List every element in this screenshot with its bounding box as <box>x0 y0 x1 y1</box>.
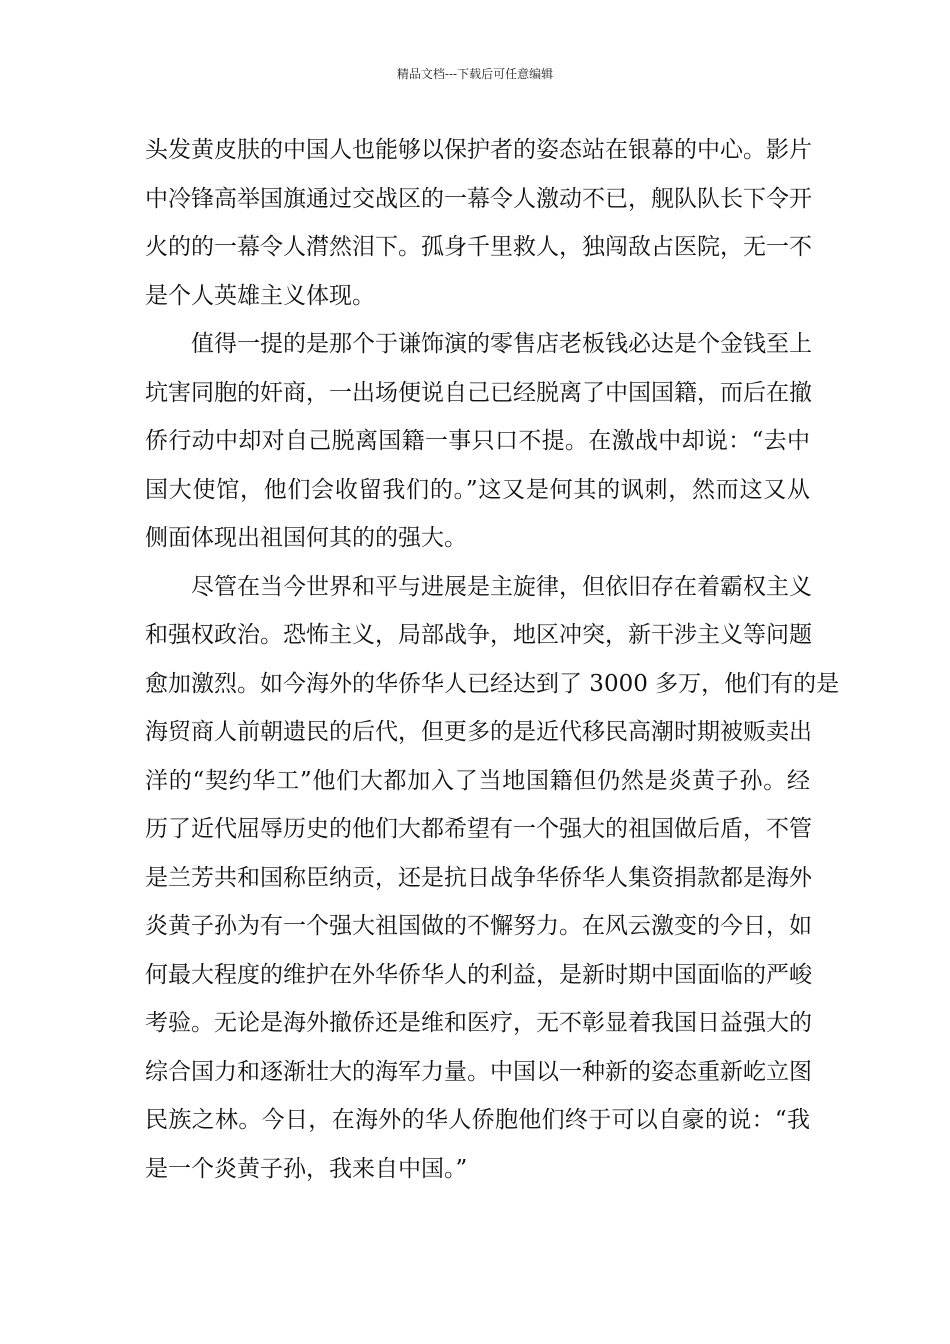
paragraph-line: 中冷锋高举国旗通过交战区的一幕令人激动不已，舰队队长下令开 <box>145 185 812 212</box>
paragraph-line: 炎黄子孙为有一个强大祖国做的不懈努力。在风云激变的今日，如 <box>145 913 812 939</box>
paragraph-line: 侨行动中却对自己脱离国籍一事只口不提。在激战中却说：“去中 <box>145 428 810 454</box>
paragraph-line: 火的的一幕令人潸然泪下。孤身千里救人，独闯敌占医院，无一不 <box>145 234 812 260</box>
document-body <box>145 126 840 1193</box>
paragraph-line: 头发黄皮肤的中国人也能够以保护者的姿态站在银幕的中心。影片 <box>145 137 812 163</box>
paragraph-2 <box>145 320 810 563</box>
paragraph-line: 民族之林。今日，在海外的华人侨胞他们终于可以自豪的说：“我 <box>145 1107 810 1133</box>
page-header: 精品文档---下载后可任意编辑 <box>396 67 554 81</box>
paragraph-3 <box>145 563 840 1194</box>
paragraph-1 <box>145 126 810 320</box>
paragraph-line: 洋的“契约华工”他们大都加入了当地国籍但仍然是炎黄子孙。经 <box>145 767 810 794</box>
paragraph-line: 尽管在当今世界和平与进展是主旋律，但依旧存在着霸权主义 <box>191 573 812 600</box>
paragraph-line: 综合国力和逐渐壮大的海军力量。中国以一种新的姿态重新屹立图 <box>145 1058 812 1085</box>
paragraph-line: 国大使馆，他们会收留我们的。”这又是何其的讽刺，然而这又从 <box>145 476 810 503</box>
paragraph-line: 坑害同胞的奸商，一出场便说自己已经脱离了中国国籍，而后在撤 <box>145 379 812 406</box>
paragraph-line: 愈加激烈。如今海外的华侨华人已经达到了 3000 多万，他们有的是 <box>145 670 840 697</box>
paragraph-line: 海贸商人前朝遗民的后代，但更多的是近代移民高潮时期被贩卖出 <box>145 719 812 745</box>
paragraph-line: 何最大程度的维护在外华侨华人的利益，是新时期中国面临的严峻 <box>145 961 812 988</box>
paragraph-line: 值得一提的是那个于谦饰演的零售店老板钱必达是个金钱至上 <box>191 331 812 357</box>
paragraph-line: 是兰芳共和国称臣纳贡，还是抗日战争华侨华人集资捐款都是海外 <box>145 864 812 891</box>
paragraph-line: 历了近代屈辱历史的他们大都希望有一个强大的祖国做后盾，不管 <box>145 816 812 842</box>
paragraph-line: 考验。无论是海外撤侨还是维和医疗，无不彰显着我国日益强大的 <box>145 1010 812 1036</box>
paragraph-line: 侧面体现出祖国何其的的强大。 <box>145 525 467 551</box>
paragraph-line: 和强权政治。恐怖主义，局部战争，地区冲突，新干涉主义等问题 <box>145 622 812 648</box>
paragraph-line: 是个人英雄主义体现。 <box>145 282 375 309</box>
paragraph-line: 是一个炎黄子孙，我来自中国。” <box>145 1155 468 1182</box>
